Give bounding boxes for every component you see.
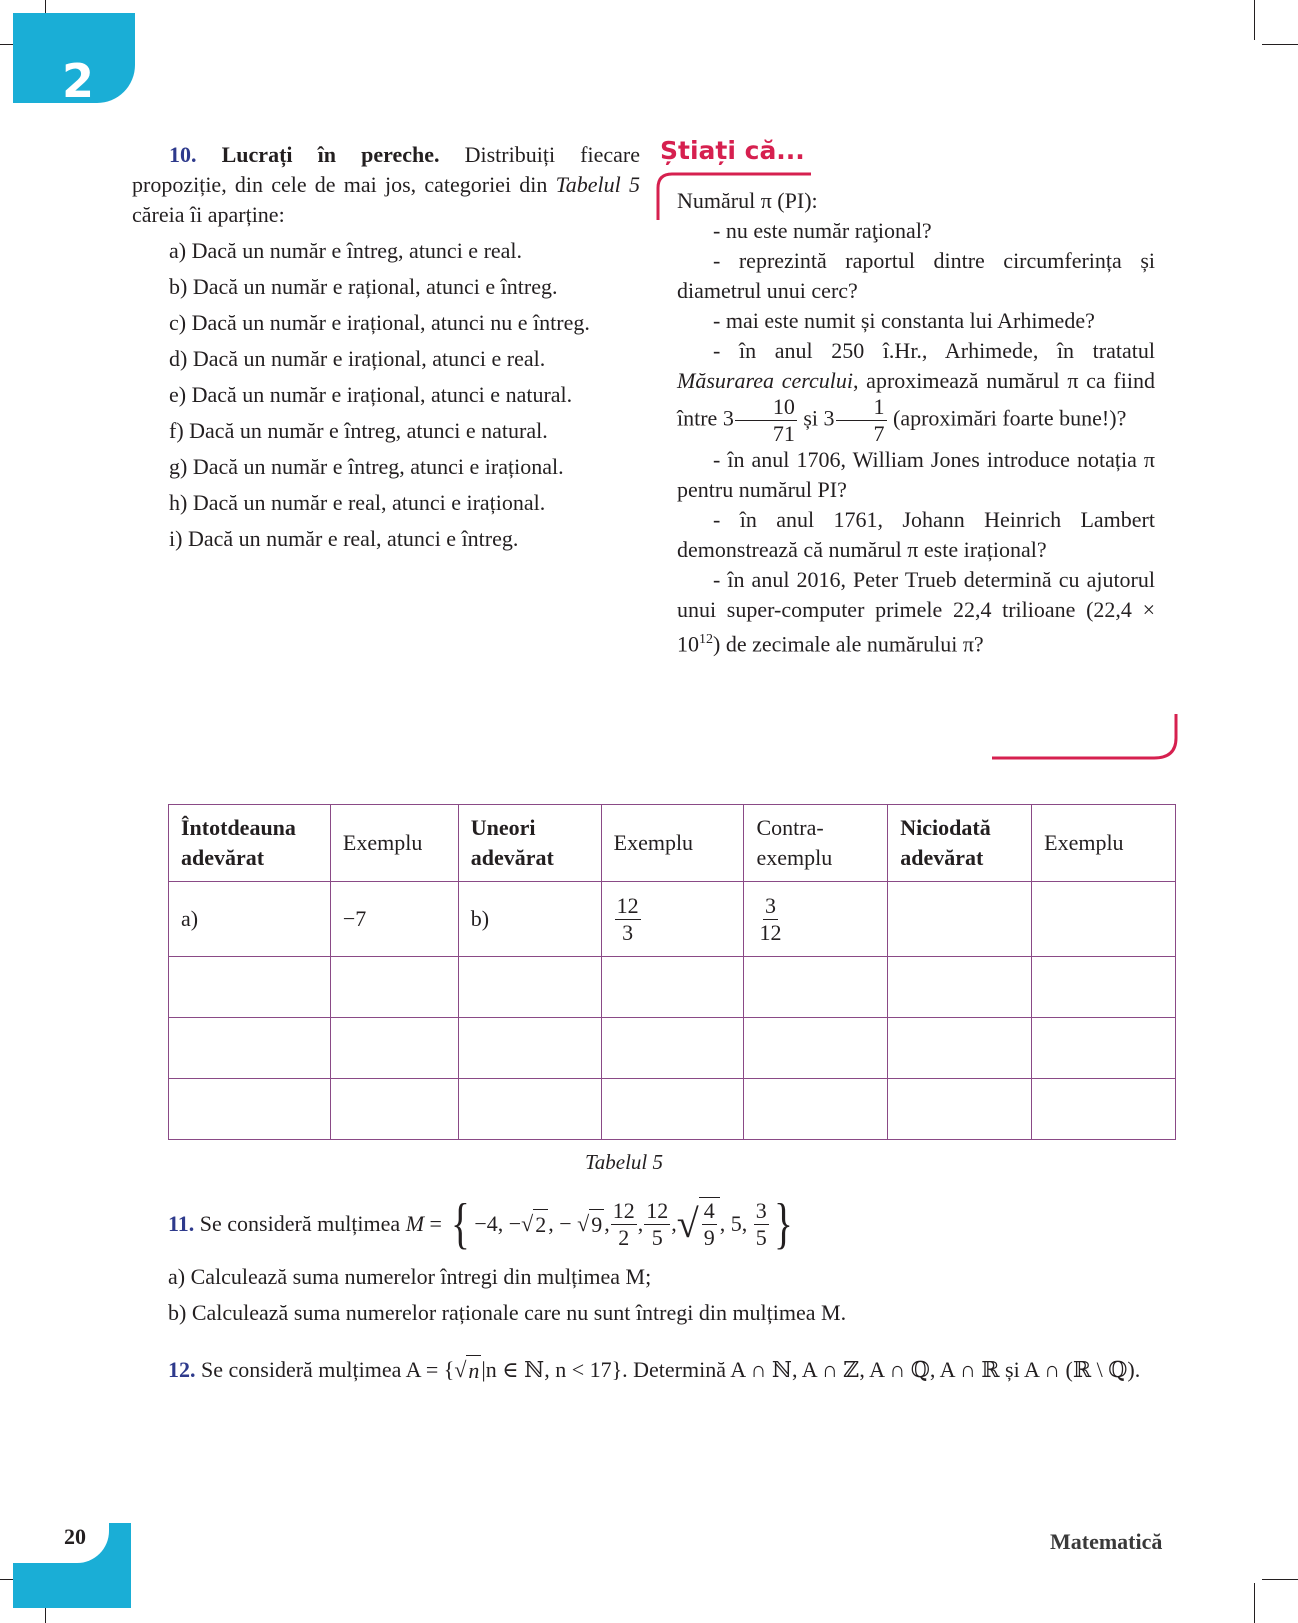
fraction: $\frac{3}{12}$ [759, 892, 782, 945]
fraction: $\frac{1}{7}$ [836, 396, 887, 445]
fact-item: - nu este număr raţional? [713, 218, 932, 243]
statement-item: i) Dacă un număr e real, atunci e întreg. [169, 526, 519, 551]
table-cell [888, 1018, 1032, 1079]
table-cell [744, 957, 888, 1018]
table-row [169, 882, 1176, 957]
exercise-title: Lucrați în pereche. [221, 142, 440, 167]
table-cell: b) [458, 882, 601, 957]
exercise-intro: Distribuiți fiecare propoziție, din cele de mai jos, categoriei din [132, 142, 640, 197]
subquestion: b) Calculează suma numerelor raționale care nu sunt întregi din mulțimea M. [168, 1300, 847, 1325]
table-cell [458, 1018, 601, 1079]
page-number-bg [13, 1523, 109, 1563]
statement-item: c) Dacă un număr e irațional, atunci nu e întreg. [169, 310, 590, 335]
exercise-11 [168, 1193, 1178, 1328]
header-example: Exemplu [330, 805, 458, 882]
table-row [169, 957, 1176, 1018]
table-cell [601, 1018, 744, 1079]
fact-item: - în anul 1761, Johann Heinrich Lambert demonstrează că numărul π este irațional? [677, 507, 1155, 562]
statement-item: b) Dacă un număr e rațional, atunci e întreg. [169, 274, 558, 299]
table-cell: a) [169, 882, 331, 957]
table-header-row [169, 805, 1176, 882]
table-cell [169, 1079, 331, 1140]
exercise-number: 10. [169, 142, 197, 167]
chapter-number: 2 [62, 54, 95, 108]
exercise-12: 12. Se consideră mulțimea A = { √ n |n ∈ ℕ, n < 17}. Determină A ∩ ℕ, A ∩ ℤ, A ∩ ℚ, A ∩ ℝ și A ∩ (ℝ \ ℚ). [132, 1355, 1172, 1386]
table-cell [330, 1079, 458, 1140]
table-cell [1032, 1018, 1176, 1079]
header-counterexample: Contra-exemplu [744, 805, 888, 882]
table-cell [330, 1018, 458, 1079]
fraction: $\frac{3}{5}$ [755, 1197, 767, 1250]
statement-item: a) Dacă un număr e întreg, atunci e real. [169, 238, 523, 263]
statement-item: f) Dacă un număr e întreg, atunci e natural. [169, 418, 548, 443]
table-cell [1032, 957, 1176, 1018]
exercise-number: 11. [168, 1211, 195, 1236]
table-cell [601, 957, 744, 1018]
fact-item: - în anul 1706, William Jones introduce notația π pentru numărul PI? [677, 447, 1155, 502]
table-cell [169, 1018, 331, 1079]
sidebar-title: Știați că... [660, 136, 805, 165]
fact-item: - în anul 250 î.Hr., Arhimede, în tratatul Măsurarea cercului, aproximează numărul π ca fiind între 3 $\frac{10}{71}$ și 3 $\frac{1}{7}$ (aproximări foarte bune!)? [677, 338, 1155, 446]
sidebar-box [677, 186, 1155, 659]
table-cell [601, 882, 744, 957]
set-name: M [405, 1211, 425, 1236]
page-number: 20 [64, 1524, 86, 1549]
header-never-true: Niciodată adevărat [888, 805, 1032, 882]
crop-mark [1254, 0, 1255, 40]
fact-item: - în anul 2016, Peter Trueb determină cu ajutorul unui super-computer primele 22,4 trilioane $(22,4 \times 10^{12})$ de zecimale ale numărului π? [677, 567, 1155, 657]
table-cell [744, 1079, 888, 1140]
exercise-10 [132, 140, 640, 554]
fact-item: - mai este numit și constanta lui Arhimede? [713, 308, 1095, 333]
table-cell: −7 [330, 882, 458, 957]
header-example: Exemplu [1032, 805, 1176, 882]
header-always-true: Întotdeauna adevărat [169, 805, 331, 882]
table-row [169, 1079, 1176, 1140]
table-cell [888, 957, 1032, 1018]
table-cell [330, 957, 458, 1018]
fraction: $\frac{12}{2}$ [612, 1197, 635, 1250]
table-cell [1032, 1079, 1176, 1140]
sqrt: √ 2 [521, 1209, 548, 1240]
fraction: $\frac{12}{5}$ [646, 1197, 669, 1250]
sidebar-frame-bottom [990, 712, 1180, 762]
table-cell [1032, 882, 1176, 957]
table-cell [888, 1079, 1032, 1140]
treatise-title: Măsurarea cercului [677, 368, 853, 393]
header-sometimes-true: Uneori adevărat [458, 805, 601, 882]
statement-item: g) Dacă un număr e întreg, atunci e irațional. [169, 454, 564, 479]
fraction: $\frac{10}{71}$ [735, 396, 797, 445]
statement-item: d) Dacă un număr e irațional, atunci e real. [169, 346, 546, 371]
statement-item: h) Dacă un număr e real, atunci e irațional. [169, 490, 546, 515]
sqrt: √ 9 [577, 1209, 604, 1240]
table-cell [458, 957, 601, 1018]
table-row [169, 1018, 1176, 1079]
crop-mark [1262, 1579, 1298, 1580]
table-cell [458, 1079, 601, 1140]
header-example: Exemplu [601, 805, 744, 882]
fraction: $\frac{4}{9}$ [703, 1198, 715, 1250]
sidebar-intro: Numărul π (PI): [677, 188, 818, 213]
table-cell [601, 1079, 744, 1140]
table-reference: Tabelul 5 [555, 172, 640, 197]
footer-subject: Matematică [1050, 1529, 1163, 1554]
exercise-number: 12. [168, 1357, 196, 1382]
table-cell [744, 882, 888, 957]
subquestion: a) Calculează suma numerelor întregi din mulțimea M; [168, 1264, 652, 1289]
brace-close: } [773, 1193, 793, 1255]
exercise-11-statement: 11. Se consideră mulțimea M = { −4, − √ 2 , − √ 9 , $\frac{12}{2}$ , $\frac{12}{5}$ , √ $\frac{4}{9}$ , 5, $\frac{3}{5}$ } [168, 1193, 793, 1255]
crop-mark [1262, 44, 1298, 45]
statement-item: e) Dacă un număr e irațional, atunci e natural. [169, 382, 573, 407]
sqrt: √ $\frac{4}{9}$ [677, 1197, 720, 1251]
table-5 [168, 804, 1176, 1140]
brace-open: { [451, 1193, 471, 1255]
fact-item: - reprezintă raportul dintre circumferința și diametrul unui cerc? [677, 248, 1155, 303]
table-caption: Tabelul 5 [585, 1150, 663, 1174]
table-cell [888, 882, 1032, 957]
table-cell [169, 957, 331, 1018]
exercise-intro-end: căreia îi aparține: [132, 202, 285, 227]
fraction: $\frac{12}{3}$ [616, 892, 639, 945]
crop-mark [1254, 1583, 1255, 1623]
table-cell [744, 1018, 888, 1079]
